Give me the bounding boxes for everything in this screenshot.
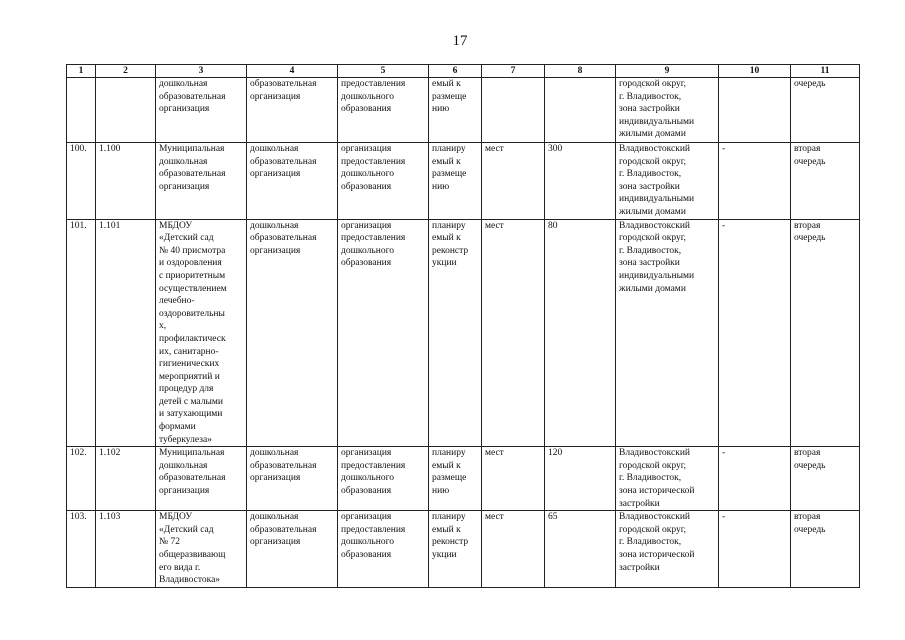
table-cell: 65 (545, 511, 616, 588)
table-cell: планиру емый к реконстр укции (429, 511, 482, 588)
column-header: 11 (791, 65, 860, 78)
table-cell: образовательная организация (247, 78, 338, 143)
table-cell: вторая очередь (791, 447, 860, 511)
data-table (66, 64, 860, 588)
table-cell: вторая очередь (791, 219, 860, 447)
table-cell: Муниципальная дошкольная образовательная организация (156, 143, 247, 220)
table-cell: МБДОУ «Детский сад № 40 присмотра и оздоровления с приоритетным осуществлением лечебно- оздоровительны х, профилактическ их, санитарно- гигиенических мероприятий и процедур для детей с малыми и затухающими формами туберкулеза» (156, 219, 247, 447)
table-cell: - (719, 219, 791, 447)
table-cell: мест (482, 219, 545, 447)
page-number: 17 (452, 33, 468, 49)
column-header: 4 (247, 65, 338, 78)
table-cell: - (719, 143, 791, 220)
table-cell: организация предоставления дошкольного образования (338, 447, 429, 511)
table-cell: мест (482, 447, 545, 511)
table-cell: дошкольная образовательная организация (247, 219, 338, 447)
column-header: 2 (96, 65, 156, 78)
column-header: 7 (482, 65, 545, 78)
column-header: 3 (156, 65, 247, 78)
column-header: 6 (429, 65, 482, 78)
table-cell: дошкольная образовательная организация (247, 143, 338, 220)
table-cell: 101. (67, 219, 96, 447)
column-header: 8 (545, 65, 616, 78)
table-cell: 1.101 (96, 219, 156, 447)
table-cell: дошкольная образовательная организация (247, 511, 338, 588)
table-cell: планиру емый к размеще нию (429, 143, 482, 220)
table-row (67, 447, 860, 511)
table-cell: 102. (67, 447, 96, 511)
table-cell: организация предоставления дошкольного образования (338, 511, 429, 588)
table-cell: очередь (791, 78, 860, 143)
table-row (67, 219, 860, 447)
table-cell: вторая очередь (791, 511, 860, 588)
table-cell: Владивостокский городской округ, г. Владивосток, зона застройки индивидуальными жилыми домами (616, 143, 719, 220)
table-row (67, 511, 860, 588)
table-cell: емый к размеще нию (429, 78, 482, 143)
table-cell: дошкольная образовательная организация (156, 78, 247, 143)
header-row (67, 65, 860, 78)
table-cell: вторая очередь (791, 143, 860, 220)
table-cell: МБДОУ «Детский сад № 72 общеразвивающ его вида г. Владивостока» (156, 511, 247, 588)
table-cell: 103. (67, 511, 96, 588)
table-cell: Владивостокский городской округ, г. Владивосток, зона исторической застройки (616, 511, 719, 588)
table-cell: мест (482, 511, 545, 588)
table-cell: мест (482, 143, 545, 220)
column-header: 1 (67, 65, 96, 78)
table-cell (67, 78, 96, 143)
table-cell: 80 (545, 219, 616, 447)
table-cell: Муниципальная дошкольная образовательная организация (156, 447, 247, 511)
table-cell: планиру емый к реконстр укции (429, 219, 482, 447)
table-row (67, 78, 860, 143)
column-header: 10 (719, 65, 791, 78)
table-cell (719, 78, 791, 143)
table-cell: организация предоставления дошкольного образования (338, 143, 429, 220)
table-cell: предоставления дошкольного образования (338, 78, 429, 143)
table-cell: 300 (545, 143, 616, 220)
table-cell: организация предоставления дошкольного образования (338, 219, 429, 447)
table-row (67, 143, 860, 220)
column-header: 5 (338, 65, 429, 78)
table-cell: 1.103 (96, 511, 156, 588)
table-cell: городской округ, г. Владивосток, зона застройки индивидуальными жилыми домами (616, 78, 719, 143)
table-cell: 1.102 (96, 447, 156, 511)
table-cell: планиру емый к размеще нию (429, 447, 482, 511)
table-cell: 1.100 (96, 143, 156, 220)
table-cell: 100. (67, 143, 96, 220)
table-cell (545, 78, 616, 143)
table-cell: - (719, 511, 791, 588)
table-cell: Владивостокский городской округ, г. Владивосток, зона исторической застройки (616, 447, 719, 511)
table-cell (96, 78, 156, 143)
table-cell: дошкольная образовательная организация (247, 447, 338, 511)
column-header: 9 (616, 65, 719, 78)
table-cell (482, 78, 545, 143)
table-cell: 120 (545, 447, 616, 511)
table-cell: Владивостокский городской округ, г. Владивосток, зона застройки индивидуальными жилыми домами (616, 219, 719, 447)
table-cell: - (719, 447, 791, 511)
